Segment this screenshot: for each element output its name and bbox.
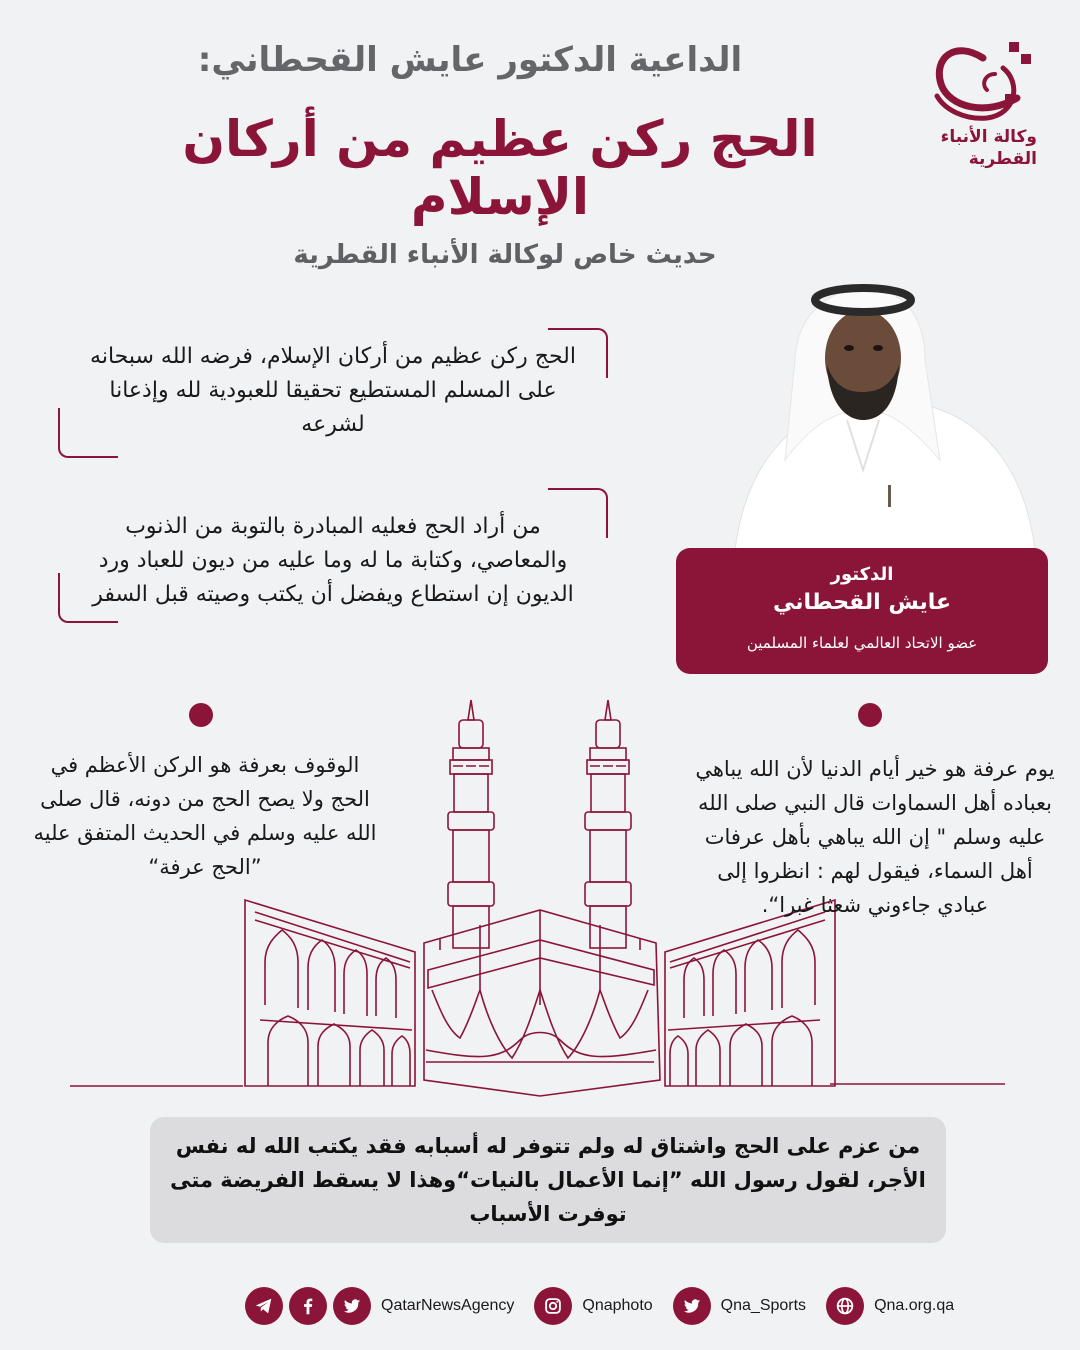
point-text-left: الوقوف بعرفة هو الركن الأعظم في الحج ولا يصح الحج من دونه، قال صلى الله عليه وسلم في الحديث المتفق عليه ”الحج عرفة“	[33, 753, 377, 879]
twitter-icon[interactable]	[333, 1287, 371, 1325]
profile-title: الدكتور	[830, 564, 894, 585]
profile-role: عضو الاتحاد العالمي لعلماء المسلمين	[746, 634, 978, 652]
page-title: الحج ركن عظيم من أركان الإسلام	[182, 110, 818, 226]
telegram-icon[interactable]	[245, 1287, 283, 1325]
profile-name: عايش القحطاني	[772, 590, 951, 615]
logo-text-line2: القطرية	[968, 149, 1037, 169]
twitter-icon[interactable]	[673, 1287, 711, 1325]
social-handle[interactable]: QatarNewsAgency	[381, 1297, 515, 1314]
social-handle[interactable]: Qnaphoto	[582, 1297, 653, 1314]
person-portrait-icon	[725, 270, 1045, 550]
portrait-photo	[725, 270, 1045, 550]
bullet-dot	[858, 703, 882, 727]
highlight-callout	[150, 1117, 946, 1243]
supertitle: الداعية الدكتور عايش القحطاني:	[197, 40, 743, 80]
social-handle[interactable]: Qna_Sports	[720, 1297, 807, 1314]
logo-text-line1: وكالة الأنباء	[940, 127, 1037, 147]
social-footer	[245, 1286, 968, 1326]
quote-box-1	[58, 328, 608, 458]
point-text-right: يوم عرفة هو خير أيام الدنيا لأن الله يباهي بعباده أهل السماوات قال النبي صلى الله عليه وسلم " إن الله يباهي بأهل عرفات أهل السماء، فيقول لهم : انظروا إلى عبادي جاءوني شعثا غبرا“.	[695, 757, 1055, 917]
quote-box-2	[58, 488, 608, 623]
qna-logo	[925, 38, 1050, 173]
profile-card	[676, 548, 1048, 674]
callout-text: من عزم على الحج واشتاق له ولم تتوفر له أسبابه فقد يكتب الله له نفس الأجر، لقول رسول الله ”إنما الأعمال بالنيات“وهذا لا يسقط الفريضة متى توفرت الأسباب	[170, 1134, 926, 1226]
qna-logo-mark-icon	[925, 38, 1037, 126]
globe-icon[interactable]	[826, 1287, 864, 1325]
quote-text: الحج ركن عظيم من أركان الإسلام، فرضه الله سبحانه على المسلم المستطيع تحقيقا للعبودية لله وإذعانا لشرعه	[90, 344, 576, 437]
instagram-icon[interactable]	[534, 1287, 572, 1325]
facebook-icon[interactable]	[289, 1287, 327, 1325]
subtitle: حديث خاص لوكالة الأنباء القطرية	[293, 240, 717, 270]
social-handle[interactable]: Qna.org.qa	[874, 1297, 955, 1314]
bullet-dot	[189, 703, 213, 727]
quote-text: من أراد الحج فعليه المبادرة بالتوبة من الذنوب والمعاصي، وكتابة ما له وما عليه من ديون للعباد ورد الديون إن استطاع ويفضل أن يكتب وصيته قبل السفر	[92, 514, 574, 607]
